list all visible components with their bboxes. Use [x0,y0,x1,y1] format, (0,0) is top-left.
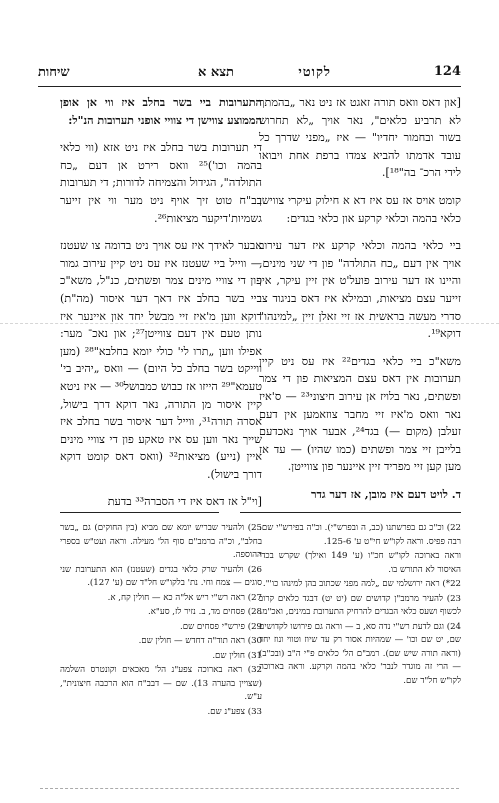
footnotes-right [259,522,461,689]
paragraph: התערובות ביי בשר בחלב איז ווי אן אופן הממוצע צווישן די צוויי אופני תערובות הנ"ל: [60,95,262,127]
paragraph: די תערובות בשר בחלב איז ניט אזא (ווי כלאי בהמה וכו')²⁵ וואס רירט אן דעם „כח התולדה", הגידול והצמיחה לדורות; די תערובות בב"ח טוט זיך אויף ניט מער ווי אין זייער גשמיות'דיקער מציאות²⁶. [60,141,262,225]
footnote: 33) צפע"נ שם. [207,706,262,717]
page-header [38,64,461,86]
paragraph: אבער לאידך איז עס אויך ניט בדומה צו שעטנז — ווייל ביי שעטנז איז עס ניט קיין עירוב גמור פון די צוויי מינים צמר ופשתים, כנ"ל, משא"כ ביי בשר בחלב איז דאך דער איסור (מה"ת) דוקא ווען מ'איז זיי מבשל יחד און איינער איז נותן טעם אין דעם צווייטן²⁷; און נאכ־ מער: אפילו ווען „תרו לי' כולי יומא בחלבא"²⁸ (מען ווייקט בשר בחלב כל היום) — וואס „יהיב בי' טעמא"²⁹ הייזו אז כבוש כמבושל³⁰ — איז ניטא קיין איסור מן התורה, נאר דוקא דרך בישול, אסרה תורה³¹, ווייל דער איסור בשר בחלב איז שייך נאר ווען עס איז טאקע פון די צוויי מינים איין (נייע) מציאות³² (וואס דאס קומט דוקא דורך בישול). [60,239,262,481]
footnote: 28) פסחים מד, ב. נזיר לז, סע"א. [147,607,262,617]
paragraph: משא"כ ביי כלאי בגדים²² איז עס ניט קיין תערובות אין דאס עצם המציאות פון די צמר ופשתים, נאר בלויז אן עירוב חיצוני²³ — ס'איז נאר וואס מ'איז זיי מחבר צוזאמען אין דעם זעלבן (מקום —) בגד²⁴, אבער אויך נאכדעם בלייבן זיי צמר ופשתים (כמו שהיו) — עד אז מען קען זיי מפריד זיין איינער פון צווייטן. [259,354,461,474]
footnote: וראה בארוכה לקו"ש חכ"ו (ע' 149 ואילך) שקרש בכדי האיסור לא התורש בו. [259,551,461,575]
main-column-left [60,94,262,521]
footnotes-left [60,522,262,720]
footnote: 31) חולין שם. [212,650,262,661]
footnote: 22*) ראה ירושלמי שם „למה מפני שכתוב בהן למינהו כו'". [262,579,461,589]
paragraph: ביי כלאי בהמה וכלאי קרקע איז דער עירוב אויך אין דעם „כח התולדה" פון די שני מינים, והיינו אז דער עירוב פועל'ט אין זיין עיקר, אין זייער עצם מציאות, ובמילא איז דאס בניגוד צו סדרי מעשה בראשית אז זיי זאלן זיין „למינהו" דוקא¹⁹. [259,239,461,341]
footnote: 32) ראה בארוכה צפע"נ הל' מאכאים וקונטרס השלמה (שצויין בהערה 13). שם — דבב"ח הוא הרכבה חיצונית", ע"ש. [60,665,262,702]
footnote: 25) ולהעיר שבריש יומא שם מביא (בין החוקים) גם „בשר בחלב", וכ"ה ברמב"ם סוף הל' מעילה. וראה ועט"ש בספרי ההוספה. [60,523,262,560]
header-rule [38,86,461,87]
footnote: 29) פירש"י פסחים שם. [179,621,262,632]
paragraph: [וי"ל אז דאס איז די הסברה³³ בדעת [107,495,262,509]
category-title: שיחות [38,65,70,80]
footnote-rule-left [60,512,219,513]
footnote: 23) להעיר מרמב"ן קדושים שם (יט יט) דבגד כלאים קרוב לכשוף ושעס כלאי הבגדים להרחיק התערובת במינים, ואכ"מ. [259,593,461,617]
main-column-right [259,94,461,513]
scan-fold-line [0,323,499,324]
parsha-mark: א [198,65,207,80]
footnote: 27) ראה רש"י ריש אל"ה כא — חולין קח, א. [107,592,262,603]
footnote: 22) וכ"כ גם בפרשתנו (כב, ה ובפרש"י). וכ"ה בפירש"י שם: רבה פפיס. וראה לקו"ש חי"ט ע' 125-6. [259,523,461,547]
footnote: 30) ראה תוד"ה דחדש — חולין שם. [138,636,262,646]
paragraph: [און דאס וואס תורה זאגט אז ניט נאר „בהמתך לא תרביע כלאים", נאר אויך „לא תחרוש בשור ובחמור יחדיו" — איז „מפני שדרך כל עובד אדמתו להביא צמדו ברפת אחת ויבואו לידי הרכ־ בה"¹⁸]. [259,96,461,180]
page-number: 124 [433,64,461,79]
scan-bottom-line [40,788,459,789]
book-title: לקוטי [298,65,331,80]
footnote-rule-right [240,512,461,513]
footnote: 26) ולהעיר שרק כלאי בגדים (שעטנז) הוא התערובת שני סוגים — צמח וחי. נת' בלקו"ש חל"ד שם (ע' 127). [60,564,262,588]
footnote: 24) וגם לדעת רש"י נדה סא, ב — וראה גם פירושו לקדושים שם, יט שם וכו' — שמהיות אסור רק עד שיוז וטווי ונוז יחד (וראה תורה שיש שם). רמב"ם הל' כלאים פ"י ה"ב (ובכ"ב) — הרי זה מוגדר לנבר' כלאי בהמה וקרקע. וראה בארוכה לקו"ש חל"ד שם. [259,621,461,686]
parsha-name: תצא [210,65,234,80]
paragraph: קומט אויס אז עס איז דא א חילוק עיקרי צווישן כלאי בהמה וכלאי קרקע און כלאי בגדים: [259,193,461,225]
parsha-title [198,64,234,80]
section-heading: ד. לויט דעם איז מובן, אז דער גדר [311,486,461,501]
